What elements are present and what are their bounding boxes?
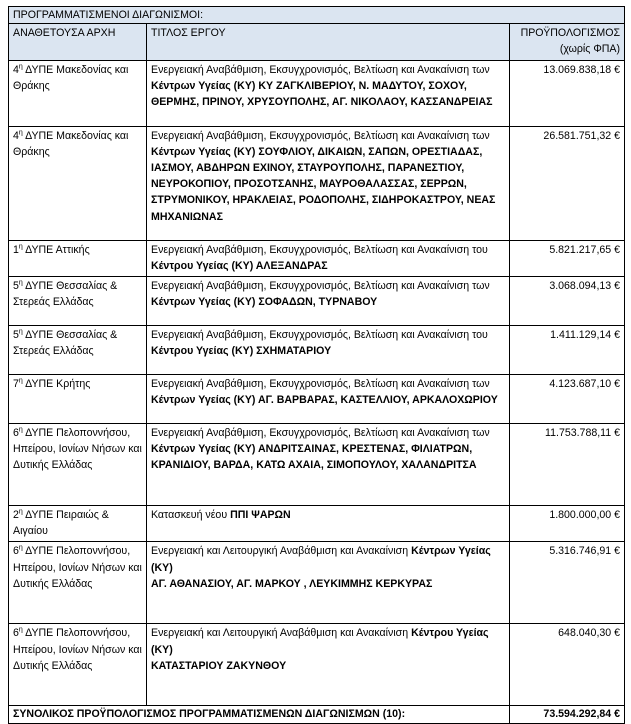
authority-name: ΔΥΠΕ Πελοποννήσου, Ηπείρου, Ιονίων Νήσων και Δυτικής Ελλάδας bbox=[13, 427, 142, 472]
authority-name: ΔΥΠΕ Κρήτης bbox=[22, 378, 91, 391]
table-row bbox=[9, 240, 625, 276]
authority-ordinal: η bbox=[18, 328, 23, 336]
title-text: Ενεργειακή και Λειτουργική Αναβάθμιση και Ανακαίνιση bbox=[151, 627, 412, 640]
title-cell bbox=[147, 326, 510, 375]
budget-cell: 11.753.788,11 € bbox=[510, 424, 625, 506]
authority-name: ΔΥΠΕ Αττικής bbox=[22, 243, 90, 256]
banner-row bbox=[9, 7, 625, 24]
table-row bbox=[9, 277, 625, 326]
title-text: Ενεργειακή Αναβάθμιση, Εκσυγχρονισμός, Βελτίωση και Ανακαίνιση των bbox=[151, 427, 490, 440]
authority-name: ΔΥΠΕ Πελοποννήσου, Ηπείρου, Ιονίων Νήσων και Δυτικής Ελλάδας bbox=[13, 627, 142, 672]
authority-name: ΔΥΠΕ Πελοποννήσου, Ηπείρου, Ιονίων Νήσων και Δυτικής Ελλάδας bbox=[13, 545, 142, 590]
title-cell bbox=[147, 624, 510, 706]
budget-cell: 5.821.217,65 € bbox=[510, 240, 625, 276]
title-text: Ενεργειακή Αναβάθμιση, Εκσυγχρονισμός, Βελτίωση και Ανακαίνιση των bbox=[151, 280, 490, 293]
table-row bbox=[9, 326, 625, 375]
authority-name: ΔΥΠΕ Πειραιώς & Αιγαίου bbox=[13, 509, 109, 538]
title-text: Ενεργειακή Αναβάθμιση, Εκσυγχρονισμός, Βελτίωση και Ανακαίνιση του bbox=[151, 329, 488, 342]
authority-name: ΔΥΠΕ Μακεδονίας και Θράκης bbox=[13, 63, 129, 92]
title-bold-text: Κέντρων Υγείας (ΚΥ) ΑΓ. ΒΑΡΒΑΡΑΣ, ΚΑΣΤΕΛΛΙΟΥ, ΑΡΚΑΛΟΧΩΡΙΟΥ bbox=[151, 394, 498, 407]
authority-number: 5 bbox=[13, 329, 19, 342]
budget-cell: 1.411.129,14 € bbox=[510, 326, 625, 375]
title-bold-text-2: ΚΑΤΑΣΤΑΡΙΟΥ ΖΑΚΥΝΘΟΥ bbox=[151, 659, 287, 672]
budget-cell: 3.068.094,13 € bbox=[510, 277, 625, 326]
authority-ordinal: η bbox=[18, 129, 23, 137]
authority-ordinal: η bbox=[18, 626, 23, 634]
title-bold-text: Κέντρου Υγείας (ΚΥ) bbox=[151, 627, 489, 656]
authority-ordinal: η bbox=[18, 279, 23, 287]
banner-title: ΠΡΟΓΡΑΜΜΑΤΙΣΜΕΝΟΙ ΔΙΑΓΩΝΙΣΜΟΙ: bbox=[9, 7, 625, 24]
authority-ordinal: η bbox=[18, 508, 23, 516]
authority-cell bbox=[9, 542, 147, 624]
authority-number: 4 bbox=[13, 63, 19, 76]
authority-ordinal: η bbox=[18, 544, 23, 552]
title-cell bbox=[147, 506, 510, 542]
budget-cell: 26.581.751,32 € bbox=[510, 126, 625, 240]
title-text: Ενεργειακή Αναβάθμιση, Εκσυγχρονισμός, Βελτίωση και Ανακαίνιση των bbox=[151, 63, 490, 76]
authority-ordinal: η bbox=[18, 426, 23, 434]
header-budget-line2: (χωρίς ΦΠΑ) bbox=[559, 43, 621, 56]
header-budget-line1: ΠΡΟΫΠΟΛΟΓΙΣΜΟΣ bbox=[520, 27, 621, 40]
table-row bbox=[9, 126, 625, 240]
authority-number: 2 bbox=[13, 509, 19, 522]
table-row bbox=[9, 375, 625, 424]
tenders-table bbox=[8, 6, 625, 724]
title-bold-text: Κέντρων Υγείας (ΚΥ) ΑΝΔΡΙΤΣΑΙΝΑΣ, ΚΡΕΣΤΕΝΑΣ, ΦΙΛΙΑΤΡΩΝ, ΚΡΑΝΙΔΙΟΥ, ΒΑΡΔΑ, ΚΑΤΩ ΑΧΑΙΑ, ΣΙΜΟΠΟΥΛΟΥ, ΧΑΛΑΝΔΡΙΤΣΑ bbox=[151, 443, 477, 472]
authority-number: 6 bbox=[13, 627, 19, 640]
budget-cell: 13.069.838,18 € bbox=[510, 60, 625, 126]
title-bold-text: Κέντρων Υγείας (ΚΥ) bbox=[151, 545, 491, 574]
authority-name: ΔΥΠΕ Θεσσαλίας & Στερεάς Ελλάδας bbox=[13, 280, 118, 309]
header-budget bbox=[510, 24, 625, 60]
authority-cell bbox=[9, 506, 147, 542]
authority-number: 7 bbox=[13, 378, 19, 391]
authority-cell bbox=[9, 277, 147, 326]
title-bold-text: Κέντρων Υγείας (ΚΥ) ΣΟΥΦΛΙΟΥ, ΔΙΚΑΙΩΝ, ΣΑΠΩΝ, ΟΡΕΣΤΙΑΔΑΣ, ΙΑΣΜΟΥ, ΑΒΔΗΡΩΝ ΕΧΙΝΟΥ, ΣΤΑΥΡΟΥΠΟΛΗΣ, ΠΑΡΑΝΕΣΤΙΟΥ, ΝΕΥΡΟΚΟΠΙΟΥ, ΠΡΟΣΟΤΣΑΝΗΣ, ΜΑΥΡΟΘΑΛΑΣΣΑΣ, ΣΕΡΡΩΝ, ΣΤΡΥΜΟΝΙΚΟΥ, ΗΡΑΚΛΕΙΑΣ, ΡΟΔΟΠΟΛΗΣ, ΣΙΔΗΡΟΚΑΣΤΡΟΥ, ΝΕΑΣ ΜΗΧΑΝΙΩΝΑΣ bbox=[151, 145, 496, 223]
budget-cell: 5.316.746,91 € bbox=[510, 542, 625, 624]
authority-cell bbox=[9, 326, 147, 375]
table-row bbox=[9, 60, 625, 126]
title-cell bbox=[147, 126, 510, 240]
table-row bbox=[9, 542, 625, 624]
table-row bbox=[9, 624, 625, 706]
budget-cell: 1.800.000,00 € bbox=[510, 506, 625, 542]
table-row bbox=[9, 424, 625, 506]
authority-number: 5 bbox=[13, 280, 19, 293]
authority-cell bbox=[9, 126, 147, 240]
title-text: Ενεργειακή Αναβάθμιση, Εκσυγχρονισμός, Βελτίωση και Ανακαίνιση του bbox=[151, 243, 488, 256]
title-text: Ενεργειακή και Λειτουργική Αναβάθμιση και Ανακαίνιση bbox=[151, 545, 412, 558]
total-value: 73.594.292,84 € bbox=[510, 706, 625, 723]
authority-ordinal: η bbox=[18, 377, 23, 385]
title-cell bbox=[147, 424, 510, 506]
authority-ordinal: η bbox=[18, 63, 23, 71]
authority-cell bbox=[9, 424, 147, 506]
title-text: Κατασκευή νέου bbox=[151, 509, 231, 522]
authority-name: ΔΥΠΕ Μακεδονίας και Θράκης bbox=[13, 129, 129, 158]
authority-ordinal: η bbox=[18, 243, 23, 251]
authority-number: 6 bbox=[13, 427, 19, 440]
title-cell bbox=[147, 375, 510, 424]
title-text: Ενεργειακή Αναβάθμιση, Εκσυγχρονισμός, Βελτίωση και Ανακαίνιση των bbox=[151, 378, 490, 391]
authority-number: 1 bbox=[13, 243, 19, 256]
authority-number: 4 bbox=[13, 129, 19, 142]
table-row bbox=[9, 506, 625, 542]
authority-cell bbox=[9, 624, 147, 706]
authority-name: ΔΥΠΕ Θεσσαλίας & Στερεάς Ελλάδας bbox=[13, 329, 118, 358]
title-cell bbox=[147, 240, 510, 276]
title-cell bbox=[147, 542, 510, 624]
authority-cell bbox=[9, 60, 147, 126]
title-cell bbox=[147, 277, 510, 326]
authority-cell bbox=[9, 240, 147, 276]
title-text: Ενεργειακή Αναβάθμιση, Εκσυγχρονισμός, Βελτίωση και Ανακαίνιση των bbox=[151, 129, 490, 142]
header-title: ΤΙΤΛΟΣ ΕΡΓΟΥ bbox=[147, 24, 510, 60]
title-bold-text: Κέντρου Υγείας (ΚΥ) ΣΧΗΜΑΤΑΡΙΟΥ bbox=[151, 345, 332, 358]
header-authority: ΑΝΑΘΕΤΟΥΣΑ ΑΡΧΗ bbox=[9, 24, 147, 60]
total-label: ΣΥΝΟΛΙΚΟΣ ΠΡΟΫΠΟΛΟΓΙΣΜΟΣ ΠΡΟΓΡΑΜΜΑΤΙΣΜΕΝΩΝ ΔΙΑΓΩΝΙΣΜΩΝ (10): bbox=[9, 706, 510, 723]
authority-cell bbox=[9, 375, 147, 424]
title-bold-text-2: ΑΓ. ΑΘΑΝΑΣΙΟΥ, ΑΓ. ΜΑΡΚΟΥ , ΛΕΥΚΙΜΜΗΣ ΚΕΡΚΥΡΑΣ bbox=[151, 577, 433, 590]
title-cell bbox=[147, 60, 510, 126]
title-bold-text: ΠΠΙ ΨΑΡΩΝ bbox=[230, 509, 291, 522]
title-bold-text: Κέντρου Υγείας (ΚΥ) ΑΛΕΞΑΝΔΡΑΣ bbox=[151, 259, 328, 272]
budget-cell: 4.123.687,10 € bbox=[510, 375, 625, 424]
budget-cell: 648.040,30 € bbox=[510, 624, 625, 706]
authority-number: 6 bbox=[13, 545, 19, 558]
title-bold-text: Κέντρων Υγείας (ΚΥ) ΣΟΦΑΔΩΝ, ΤΥΡΝΑΒΟΥ bbox=[151, 296, 378, 309]
title-bold-text: Κέντρων Υγείας (ΚΥ) ΚΥ ΖΑΓΚΛΙΒΕΡΙΟΥ, Ν. ΜΑΔΥΤΟΥ, ΣΟΧΟΥ, ΘΕΡΜΗΣ, ΠΡΙΝΟΥ, ΧΡΥΣΟΥΠΟΛΗΣ, ΑΓ. ΝΙΚΟΛΑΟΥ, ΚΑΣΣΑΝΔΡΕΙΑΣ bbox=[151, 79, 493, 109]
header-row bbox=[9, 24, 625, 60]
